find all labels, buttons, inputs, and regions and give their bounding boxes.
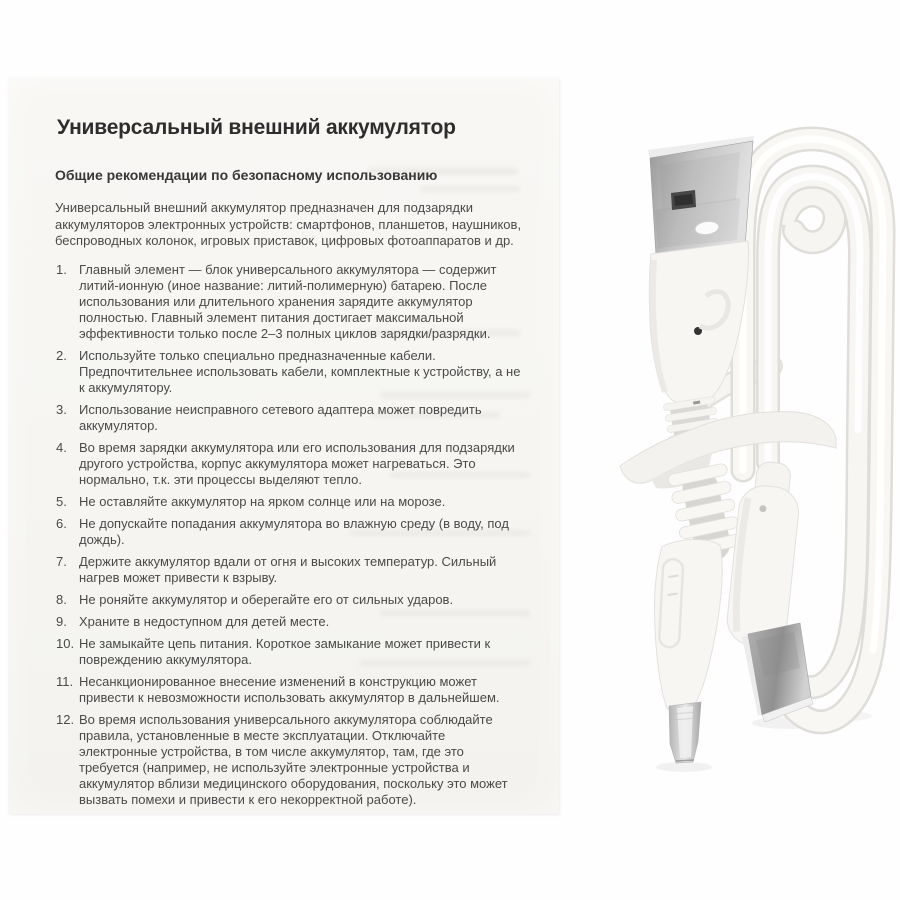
item-number: 6. xyxy=(56,515,67,531)
usb-a-plug-2 xyxy=(725,459,813,722)
item-text: Не оставляйте аккумулятор на ярком солнце или на морозе. xyxy=(79,493,446,509)
item-number: 5. xyxy=(56,493,67,509)
cable-tie xyxy=(620,412,836,489)
item-text: Во время использования универсального аккумулятора соблюдайте правила, установленные в месте эксплуатации. Отключайте электронные устройства, в том числе аккумулятор, там, где это требуется (например, не используйте электронные устройства и аккумулятор вблизи медицинского оборудования, поскольку это может вызвать помехи и привести к его некорректной работе). xyxy=(79,711,508,807)
item-number: 2. xyxy=(56,347,67,363)
item-text: Несанкционированное внесение изменений в конструкцию может привести к невозможности использовать аккумулятор в дальнейшем. xyxy=(79,673,500,705)
item-text: Не замыкайте цепь питания. Короткое замыкание может привести к повреждению аккумулятора. xyxy=(79,635,491,667)
item-text: Не допускайте попадания аккумулятора во влажную среду (в воду, под дождь). xyxy=(79,515,509,547)
item-text: Храните в недоступном для детей месте. xyxy=(79,613,330,629)
item-number: 3. xyxy=(56,401,67,417)
item-text: Держите аккумулятор вдали от огня и высоких температур. Сильный нагрев может привести к взрыву. xyxy=(79,553,497,585)
item-text: Использование неисправного сетевого адаптера может повредить аккумулятор. xyxy=(79,401,482,433)
item-text: Главный элемент — блок универсального аккумулятора — содержит литий-ионную (иное название: литий-полимерную) батарею. После использования или длительного хранения зарядите аккумулятор полностью. Главный элемент питания достигает максимальной эффективности только после 2–3 полных циклов зарядки/разрядки. xyxy=(79,261,497,341)
item-number: 10. xyxy=(56,635,75,651)
item-number: 4. xyxy=(56,439,67,455)
item-text: Используйте только специально предназначенные кабели. Предпочтительнее использовать кабели, комплектные к устройству, а не к аккумулятору. xyxy=(79,347,521,395)
item-number: 1. xyxy=(56,261,67,277)
item-text: Во время зарядки аккумулятора или его использования для подзарядки другого устройства, корпус аккумулятора может нагреваться. Это нормально, т.к. эти процессы выделяют тепло. xyxy=(79,439,515,487)
item-number: 8. xyxy=(56,591,67,607)
micro-usb-plug xyxy=(649,537,724,763)
intro-paragraph: Универсальный внешний аккумулятор предназначен для подзарядки аккумуляторов электронных устройств: смартфонов, планшетов, наушников, беспроводных колонок, игровых приставок, цифровых фотоаппаратов и др. xyxy=(55,200,522,248)
item-number: 7. xyxy=(56,553,67,569)
item-number: 11. xyxy=(56,673,74,689)
item-number: 12. xyxy=(56,711,75,727)
item-number: 9. xyxy=(56,613,67,629)
section-heading: Общие рекомендации по безопасному использованию xyxy=(55,167,438,183)
page-title: Универсальный внешний аккумулятор xyxy=(57,116,456,139)
item-text: Не роняйте аккумулятор и оберегайте его от сильных ударов. xyxy=(79,591,454,607)
